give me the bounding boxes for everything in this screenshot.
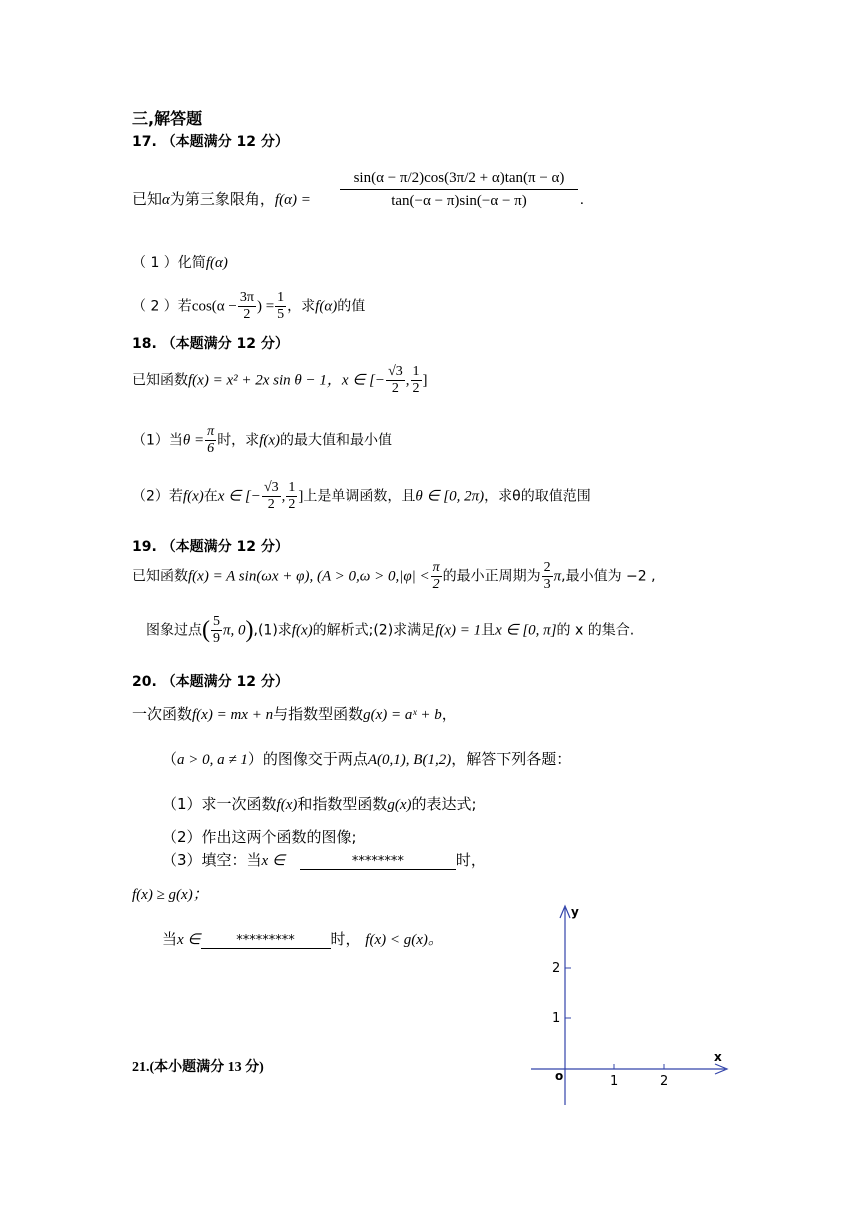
coordinate-axes xyxy=(525,900,740,1110)
q20-part1-f: f(x) xyxy=(276,797,298,813)
q19-line1 xyxy=(132,560,656,593)
q17-part2-f: f(α) xyxy=(315,298,338,315)
q20-header: 20. （本题满分 12 分） xyxy=(132,674,289,690)
q18-dom-close: ] xyxy=(422,372,428,389)
q20-part3-x: x ∈ xyxy=(261,853,286,869)
q17-part1 xyxy=(132,252,228,272)
q20-line1-c: ， xyxy=(441,705,457,723)
q18-stem-prefix: 已知函数 xyxy=(132,372,188,389)
q17-part2-rden: 5 xyxy=(277,307,285,323)
q19-line2-end: 的 x 的集合. xyxy=(556,622,635,639)
q19-stem-mid: 的最小正周期为 xyxy=(442,568,541,585)
q17-part2-rnum: 1 xyxy=(275,290,286,307)
answer-blank-1[interactable]: ******** xyxy=(300,854,456,870)
q18-six: 6 xyxy=(207,441,215,457)
q18-part2-two-b: 2 xyxy=(288,497,296,513)
q20-line2-b: ）的图像交于两点 xyxy=(247,750,368,768)
q19-line2: 图象过点( $\frac{5}{9}$ π, 0),(1)求f(x)的解析式;(2)求满足f(x) = 1且x ∈ [0, π]的 x 的集合. xyxy=(146,614,635,647)
q19-period-frac xyxy=(542,560,553,593)
q19-period-den: 3 xyxy=(543,577,551,593)
q18-part1-f: f(x) xyxy=(259,432,281,449)
q17-frac-denominator: tan(−α − π)sin(−α − π) xyxy=(391,193,527,209)
q18-two: 2 xyxy=(391,381,399,397)
q18-part2-close: ] xyxy=(298,488,304,505)
q20-part3-b: 时， xyxy=(455,851,486,869)
q18-sqrt3: √3 xyxy=(386,364,405,381)
q17-part2-end: 的值 xyxy=(337,298,366,315)
q18-one: 1 xyxy=(411,364,422,381)
q17-part2-num: 3π xyxy=(238,290,256,307)
q17-part2-rfrac xyxy=(275,290,286,323)
y-tick-label-2: 2 xyxy=(552,961,561,976)
q20-line2 xyxy=(162,748,571,769)
q17-end: . xyxy=(580,192,584,208)
q18-part2-two: 2 xyxy=(267,497,275,513)
q19-two: 2 xyxy=(432,577,440,593)
q18-frac-sqrt3-2 xyxy=(386,364,405,397)
q18-part2-prefix: （2）若 xyxy=(132,488,183,505)
q18-part2-f: f(x) xyxy=(182,488,204,505)
y-axis-label: y xyxy=(571,905,579,919)
q21-header: 21.(本小题满分 13 分) xyxy=(132,1060,264,1075)
x-tick-label-1: 1 xyxy=(610,1074,619,1089)
q20-part1-b: 和指数型函数 xyxy=(297,795,388,813)
q19-point-num: 5 xyxy=(211,614,222,631)
q20-line2-pts: A(0,1), B(1,2) xyxy=(367,752,452,768)
q19-point-den: 9 xyxy=(213,631,220,647)
x-tick-label-2: 2 xyxy=(660,1074,669,1089)
q19-stem-prefix: 已知函数 xyxy=(132,568,188,585)
q20-part2: （2）作出这两个函数的图像; xyxy=(162,828,357,846)
q19-line2-f: f(x) xyxy=(291,622,313,639)
q18-stem: 已知函数f(x) = x² + 2x sin θ − 1，x ∈ [− $\frac{√3}{2}$ , $\frac{1}{2}$ ] xyxy=(132,364,428,397)
q20-ge-line: f(x) ≥ g(x)； xyxy=(132,887,208,903)
q17-header: 17. （本题满分 12 分） xyxy=(132,134,289,150)
q20-lt: f(x) < g(x)。 xyxy=(365,932,443,948)
q20-part1-a: （1）求一次函数 xyxy=(162,795,277,813)
q18-part1-end: 的最大值和最小值 xyxy=(280,432,393,449)
q19-line2-prefix: 图象过点 xyxy=(146,622,202,639)
x-axis-label: x xyxy=(714,1050,722,1064)
q18-header: 18. （本题满分 12 分） xyxy=(132,336,289,352)
origin-label: o xyxy=(555,1069,564,1083)
q20-line1-b: 与指数型函数 xyxy=(273,705,364,723)
q17-part1-f: f(α) xyxy=(205,255,228,271)
q19-line2-and: 且 xyxy=(481,622,496,639)
q17-part1-label: （ 1 ）化简 xyxy=(132,255,206,271)
q20-when-line xyxy=(162,928,443,949)
q17-part2-frac xyxy=(238,290,256,323)
q19-period-pi: π xyxy=(553,568,562,585)
q17-stem-line xyxy=(132,188,311,209)
q20-when-b: 时， xyxy=(330,930,361,948)
q17-part2 xyxy=(132,290,365,323)
q20-when-x: x ∈ xyxy=(177,932,201,948)
q19-point-frac xyxy=(211,614,222,647)
q18-part2-theta: θ ∈ [0, 2π) xyxy=(415,488,485,505)
q17-part2-suffix: ，求 xyxy=(287,298,316,315)
q17-alpha: α xyxy=(162,192,170,208)
q18-stem-dom: x ∈ [− xyxy=(341,372,386,389)
q19-line2-mid: ,(1)求 xyxy=(253,622,292,639)
q17-stem-mid: 为第三象限角， xyxy=(169,190,275,208)
q18-part2-frac-b xyxy=(286,480,297,513)
q20-when: 当 xyxy=(162,930,178,948)
q17-frac-numerator: sin(α − π/2)cos(3π/2 + α)tan(π − α) xyxy=(340,170,578,190)
q17-f-alpha: f(α) = xyxy=(274,192,311,208)
q20-line2-c: ，解答下列各题： xyxy=(451,750,572,768)
q20-line1-g: g(x) = aˣ + b xyxy=(363,707,442,723)
q18-part1 xyxy=(132,424,392,457)
section-title: 三,解答题 xyxy=(132,109,203,128)
q20-part1 xyxy=(162,793,477,814)
q19-point-rest: π, 0 xyxy=(223,622,246,639)
q18-part2-dom: x ∈ [− xyxy=(217,488,261,505)
q18-stem-expr: f(x) = x² + 2x sin θ − 1， xyxy=(188,372,342,389)
q19-line2-dom: x ∈ [0, π] xyxy=(495,622,557,639)
q18-part2-end: ，求θ的取值范围 xyxy=(484,488,591,505)
q18-part2-frac-a xyxy=(262,480,281,513)
q20-part1-c: 的表达式; xyxy=(411,795,477,813)
q18-part1-prefix: （1）当 xyxy=(132,432,183,449)
q18-part1-suffix: 时，求 xyxy=(217,432,260,449)
q19-stem-end: ,最小值为 −2 , xyxy=(561,568,656,585)
q17-part2-den: 2 xyxy=(243,307,251,323)
q20-part3 xyxy=(162,849,486,870)
q20-line2-cond: a > 0, a ≠ 1 xyxy=(177,752,248,768)
q18-two-b: 2 xyxy=(412,381,420,397)
q17-part2-eq: ) = xyxy=(256,298,275,315)
q20-line1 xyxy=(132,703,457,724)
q18-part2: （2）若f(x)在x ∈ [− $\frac{√3}{2}$ , $\frac{1}{2}$ ]上是单调函数，且θ ∈ [0, 2π)，求θ的取值范围 xyxy=(132,480,591,513)
y-tick-label-1: 1 xyxy=(552,1011,561,1026)
answer-blank-2[interactable]: ********* xyxy=(201,933,331,949)
q19-pi-2-frac xyxy=(431,560,442,593)
q18-part1-frac xyxy=(205,424,216,457)
q18-frac-1-2 xyxy=(411,364,422,397)
q18-part2-in: 在 xyxy=(203,488,218,505)
q18-part2-sqrt3: √3 xyxy=(262,480,281,497)
q19-stem-expr: f(x) = A sin(ωx + φ), (A > 0,ω > 0,|φ| < xyxy=(188,568,430,585)
q19-pi: π xyxy=(431,560,442,577)
q18-part1-theta: θ = xyxy=(182,432,205,449)
q18-part2-one: 1 xyxy=(286,480,297,497)
q20-line2-a: （ xyxy=(162,750,178,768)
q17-part2-prefix: （ 2 ）若 xyxy=(132,298,192,315)
q20-part3-a: （3）填空：当 xyxy=(162,851,262,869)
q17-fraction xyxy=(340,170,578,210)
q20-part1-g: g(x) xyxy=(387,797,412,813)
q20-line1-f: f(x) = mx + n xyxy=(192,707,274,723)
q17-stem-prefix: 已知 xyxy=(132,190,163,208)
q18-pi: π xyxy=(205,424,216,441)
q18-part2-mid: 上是单调函数，且 xyxy=(303,488,416,505)
q19-line2-mid2: 的解析式;(2)求满足 xyxy=(312,622,436,639)
q19-period-num: 2 xyxy=(542,560,553,577)
q19-header: 19. （本题满分 12 分） xyxy=(132,539,289,555)
q20-line1-a: 一次函数 xyxy=(132,705,193,723)
q17-part2-cos: cos(α − xyxy=(191,298,237,315)
q19-line2-cond: f(x) = 1 xyxy=(435,622,482,639)
